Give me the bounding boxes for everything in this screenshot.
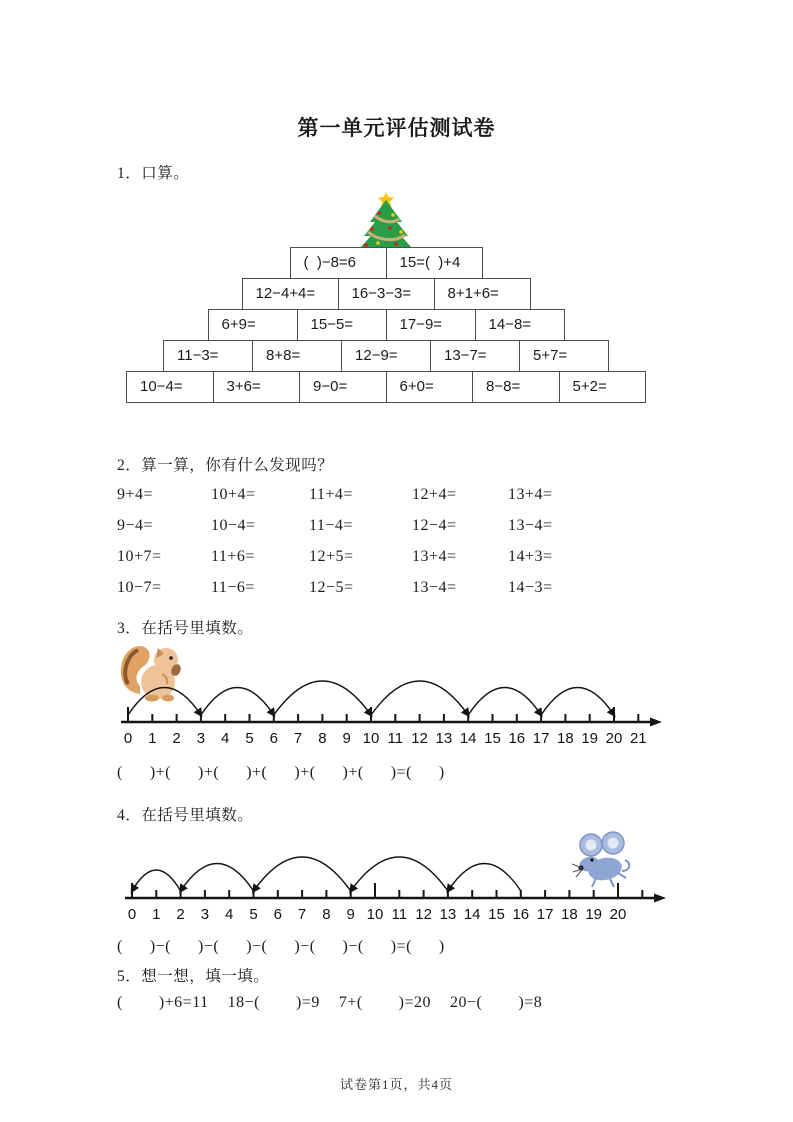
q2-problem: 11+6= <box>211 548 255 565</box>
svg-text:14: 14 <box>463 906 481 923</box>
q2-problem: 13−4= <box>508 517 553 534</box>
svg-text:21: 21 <box>629 730 647 747</box>
svg-text:13: 13 <box>439 906 457 923</box>
svg-text:10: 10 <box>362 730 380 747</box>
svg-text:12: 12 <box>415 906 432 923</box>
q2-problem: 12+4= <box>412 486 457 503</box>
pyramid-row <box>0 340 783 372</box>
svg-text:17: 17 <box>532 730 550 747</box>
q3-expression: ( )+( )+( )+( )+( )+( )=( ) <box>117 764 445 781</box>
pyramid-cell: 8+8= <box>252 340 342 372</box>
q2-problem-grid <box>117 486 687 610</box>
svg-text:15: 15 <box>488 906 505 923</box>
svg-text:14: 14 <box>459 730 477 747</box>
q2-problem: 12+5= <box>309 548 354 565</box>
pyramid-cell: 6+9= <box>208 309 298 341</box>
q5-problem: ( )+6=11 <box>117 994 209 1011</box>
q2-problem: 14+3= <box>508 548 553 565</box>
pyramid-cell: 17−9= <box>386 309 476 341</box>
q2-problem: 11+4= <box>309 486 353 503</box>
page-footer: 试卷第1页，共4页 <box>339 1077 453 1092</box>
q2-problem: 9+4= <box>117 486 154 503</box>
number-line-2 <box>114 846 694 938</box>
svg-text:9: 9 <box>346 906 355 923</box>
pyramid-cell: 9−0= <box>299 371 387 403</box>
svg-text:8: 8 <box>318 730 327 747</box>
q2-problem: 13+4= <box>412 548 457 565</box>
question-4-label: 4．在括号里填数。 <box>117 807 254 824</box>
svg-text:11: 11 <box>387 730 404 747</box>
svg-text:1: 1 <box>148 730 157 747</box>
svg-text:6: 6 <box>269 730 278 747</box>
q2-problem: 12−5= <box>309 579 354 596</box>
svg-text:3: 3 <box>200 906 210 923</box>
svg-text:6: 6 <box>273 906 282 923</box>
svg-text:1: 1 <box>152 906 161 923</box>
svg-text:19: 19 <box>581 730 599 747</box>
pyramid-cell: 16−3−3= <box>338 278 435 310</box>
q5-problem: 20−( )=8 <box>450 994 543 1011</box>
svg-text:19: 19 <box>585 906 603 923</box>
q2-problem: 10+7= <box>117 548 162 565</box>
svg-text:11: 11 <box>391 906 408 923</box>
q2-problem: 12−4= <box>412 517 457 534</box>
svg-text:0: 0 <box>123 730 133 747</box>
pyramid-row <box>0 278 783 310</box>
pyramid-cell: 6+0= <box>386 371 474 403</box>
pyramid-cell: 10−4= <box>126 371 214 403</box>
svg-text:17: 17 <box>536 906 554 923</box>
q2-problem: 13−4= <box>412 579 457 596</box>
svg-text:9: 9 <box>342 730 351 747</box>
pyramid-cell: 12−9= <box>341 340 431 372</box>
pyramid-cell: 15=( )+4 <box>386 247 483 279</box>
svg-text:5: 5 <box>249 906 258 923</box>
svg-text:0: 0 <box>127 906 137 923</box>
svg-text:4: 4 <box>221 730 230 747</box>
svg-text:2: 2 <box>176 906 185 923</box>
pyramid-cell: 13−7= <box>430 340 520 372</box>
svg-text:2: 2 <box>172 730 181 747</box>
svg-text:15: 15 <box>484 730 501 747</box>
pyramid-cell: 5+2= <box>559 371 647 403</box>
q2-problem: 10+4= <box>211 486 256 503</box>
svg-text:20: 20 <box>609 906 627 923</box>
pyramid-cell: 5+7= <box>519 340 609 372</box>
pyramid-row <box>0 371 783 403</box>
svg-text:5: 5 <box>245 730 254 747</box>
q2-problem: 9−4= <box>117 517 154 534</box>
q2-problem: 10−4= <box>211 517 256 534</box>
q5-problem: 7+( )=20 <box>338 994 432 1011</box>
q2-problem: 14−3= <box>508 579 553 596</box>
question-2-label: 2．算一算，你有什么发现吗？ <box>117 457 334 474</box>
pyramid-cell: 8−8= <box>472 371 560 403</box>
number-line-1 <box>110 670 690 762</box>
question-5-label: 5．想一想，填一填。 <box>117 968 270 985</box>
q2-problem: 11−6= <box>211 579 255 596</box>
q5-problem-row <box>117 994 542 1012</box>
q2-problem: 11−4= <box>309 517 353 534</box>
q5-problem: 18−( )=9 <box>227 994 320 1011</box>
svg-text:3: 3 <box>196 730 206 747</box>
svg-text:8: 8 <box>322 906 331 923</box>
pyramid-cell: ( )−8=6 <box>290 247 387 279</box>
q2-problem: 13+4= <box>508 486 553 503</box>
svg-text:13: 13 <box>435 730 453 747</box>
svg-text:16: 16 <box>508 730 526 747</box>
pyramid-cell: 8+1+6= <box>434 278 531 310</box>
svg-text:20: 20 <box>605 730 623 747</box>
pyramid-cell: 15−5= <box>297 309 387 341</box>
pyramid-row <box>0 247 783 279</box>
svg-text:18: 18 <box>557 730 574 747</box>
question-1-label: 1．口算。 <box>117 165 190 182</box>
svg-text:12: 12 <box>411 730 428 747</box>
pyramid-cell: 11−3= <box>163 340 253 372</box>
question-3-label: 3．在括号里填数。 <box>117 620 254 637</box>
q4-expression: ( )−( )−( )−( )−( )−( )=( ) <box>117 938 445 955</box>
svg-text:7: 7 <box>297 906 307 923</box>
svg-text:18: 18 <box>561 906 578 923</box>
pyramid-cell: 3+6= <box>213 371 301 403</box>
svg-text:16: 16 <box>512 906 530 923</box>
svg-text:7: 7 <box>293 730 303 747</box>
svg-text:10: 10 <box>366 906 384 923</box>
pyramid-row <box>0 309 783 341</box>
q2-problem: 10−7= <box>117 579 162 596</box>
q1-pyramid <box>0 248 793 403</box>
pyramid-cell: 12−4+4= <box>242 278 339 310</box>
page-title: 第一单元评估测试卷 <box>297 116 496 140</box>
svg-text:4: 4 <box>225 906 234 923</box>
pyramid-cell: 14−8= <box>475 309 565 341</box>
